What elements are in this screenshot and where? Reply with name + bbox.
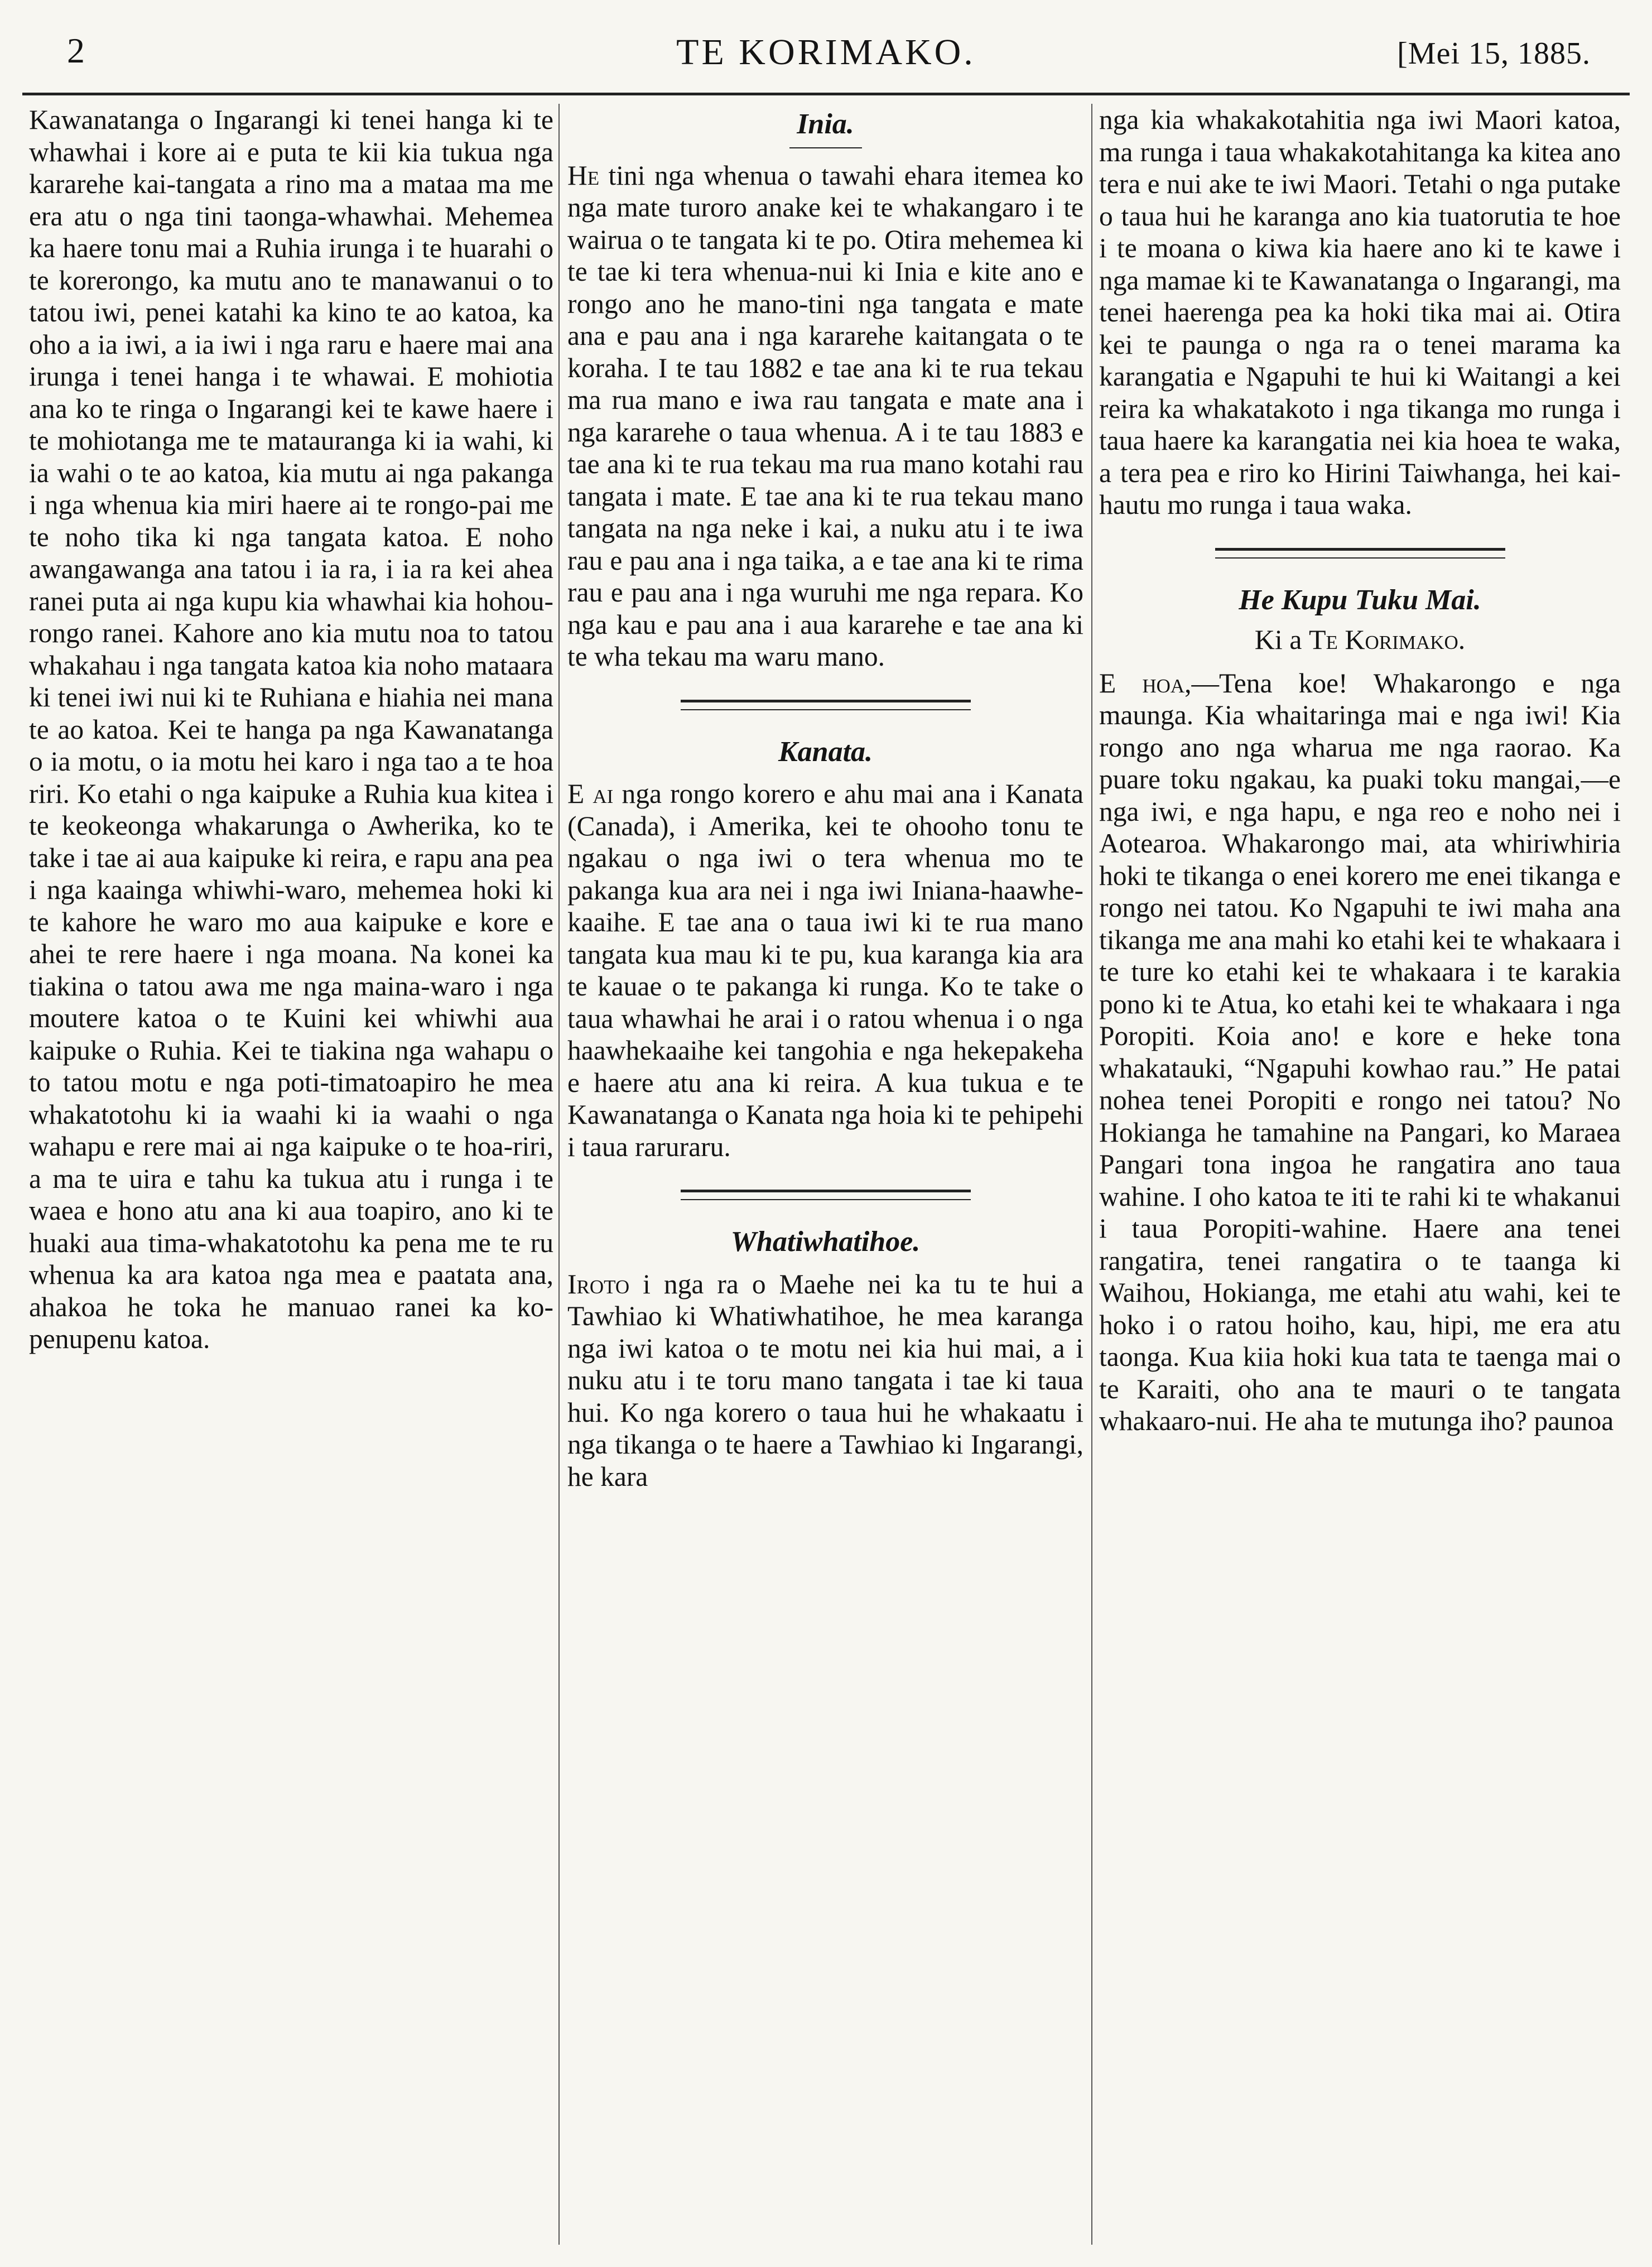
issue-date: [Mei 15, 1885. — [1397, 36, 1591, 71]
column-3 — [1099, 104, 1621, 2245]
masthead — [22, 22, 1630, 84]
letter-addressee — [1099, 624, 1621, 656]
article-heading-whatiwhatihoe: Whatiwhatihoe. — [730, 1226, 921, 1258]
article-inia — [567, 160, 1083, 673]
article-opening: Iroto — [567, 1268, 630, 1299]
article-body: i nga ra o Maehe nei ka tu te hui a Tawhiao ki Whatiwhatihoe, he mea karanga nga iwi katoa o te motu nei kia hui mai, a i nuku atu i te toru mano tangata i tae ki taua hui. Ko nga korero o taua hui he whakaatu i nga tikanga o te haere a Tawhiao ki Ingarangi, he kara — [567, 1268, 1083, 1492]
spacer — [567, 1258, 1083, 1268]
letter-text: —Tena koe! Whakarongo e nga maunga. Kia whaitaringa mai e nga iwi! Kia rongo ano nga wharua me nga raorao. Ka puare toku ngakau, ka puaki toku mangai,—e nga iwi, e nga hapu, e nga reo e noho nei i Aotearoa. Whakarongo mai, ata whiriwhiria hoki te tikanga o enei korero me enei tikanga e rongo nei tatou. Ko Ngapuhi te iwi maha ana tikanga me ana mahi ko etahi kei te whakaara i te ture ko etahi kei te whakaara i te karakia pono ki te Atua, ko etahi kei te whakaara i nga Poropiti. Koia ano! e kore e heke tona whakatauki, “Ngapuhi kowhao rau.” He patai nohea tenei Poropiti e rongo nei tatou? No Hokianga he tamahine na Pangari, ko Maraea Pangari tona ingoa he rangatira ano taua wahine. I oho katoa te iti te rahi ki te whakanui i taua Poropiti-wahine. Haere ana tenei rangatira, tenei rangatira o te taanga ki Waihou, Hokianga, me etahi atu wahi, kei te hoko i o ratou hoiho, kau, hipi, me era atu taonga. Kua kiia hoki kua tata te taenga mai o te Karaiti, oho ana te mauri o te tangata whakaaro-nui. He aha te mutunga iho? paunoa — [1099, 667, 1621, 1436]
addressee-name: Te Korimako. — [1308, 624, 1466, 655]
newspaper-title: TE KORIMAKO. — [676, 32, 976, 73]
column-2 — [567, 104, 1083, 2245]
heading-rule — [789, 147, 862, 148]
article-kanata — [567, 778, 1083, 1163]
letter-body — [1099, 667, 1621, 1437]
page-number: 2 — [67, 31, 85, 70]
article-body: nga rongo korero e ahu mai ana i Kanata (Canada), i Amerika, kei te ohooho tonu te ngakau o nga iwi o tera whenua mo te pakanga kua ara nei i nga iwi Iniana-haawhe-kaaihe. E tae ana o taua iwi ki te rua mano tangata kua mau ki te pu, kua karanga kia ara te kauae o te pakanga ki runga. Ko te take o taua whawhai he arai i o ratou whenua i o nga haawhekaaihe kei tangohia e nga hekepakeha e haere atu ana ki reira. A kua tukua e te Kawanatanga o Kanata nga hoia ki te pehipehi i taua raruraru. — [567, 778, 1083, 1162]
addressee-prefix: Ki a — [1254, 624, 1309, 655]
masthead-rule — [22, 93, 1630, 95]
column-rule — [558, 104, 560, 2245]
spacer — [567, 768, 1083, 778]
section-divider — [1215, 548, 1505, 559]
article-body: tini nga whenua o tawahi ehara itemea ko nga mate turoro anake kei te whakangaro i te wairua o te tangata ki te po. Otira mehemea ki te tae ki tera whenua-nui ki Inia e kite ano e rongo ano he mano-tini nga tangata e mate ana e pau ana i nga kararehe kaitangata o te koraha. I te tau 1882 e tae ana ki te rua tekau ma rua mano e iwa rau tangata e mate ana i nga kararehe o taua whenua. A i te tau 1883 e tae ana ki te rua tekau ma rua mano kotahi rau tangata i mate. E tae ana ki te rua tekau mano tangata na nga neke i kai, a nuku atu i te iwa rau e pau ana i nga taika, a e tae ana ki te rima rau e pau ana i nga wuruhi me nga repara. Ko nga kau e pau ana i aua kararehe e tae ana ki te wha tekau ma waru mano. — [567, 160, 1083, 672]
section-divider — [681, 700, 971, 710]
letter-salutation: E hoa, — [1099, 667, 1192, 699]
column-rule — [1091, 104, 1092, 2245]
column-1 — [29, 104, 553, 2245]
article-heading-kanata: Kanata. — [778, 735, 873, 768]
article-heading-inia: Inia. — [797, 108, 854, 140]
article-whatiwhatihoe — [567, 1268, 1083, 1493]
section-divider — [681, 1190, 971, 1200]
article-continuation: nga kia whakakotahitia nga iwi Maori katoa, ma runga i taua whakakotahitanga ka kitea ano tera e nui ake te iwi Maori. Tetahi o nga putake o taua hui he karanga ano kia tuatorutia te hoe i te moana o kiwa kia haere ano ki te kawe i nga mamae ki te Kawanatanga o Ingarangi, ma tenei haerenga pea ka hoki tika mai ai. Otira kei te paunga o nga ra o tenei marama ka karangatia e Ngapuhi te hui ki Waitangi a kei reira ka whakatakoto i nga tikanga mo runga i taua haere ka karangatia nei kia hoea te waka, a tera pea e riro ko Hirini Taiwhanga, hei kaihautu mo runga i taua waka. — [1099, 104, 1621, 520]
article-opening: He — [567, 160, 600, 191]
article-heading-kupu: He Kupu Tuku Mai. — [1239, 584, 1481, 616]
article-continuation: Kawanatanga o Ingarangi ki tenei hanga ki te whawhai i kore ai e puta te kii kia tukua nga kararehe kai-tangata a rino ma a mataa ma me era atu o nga tini taonga-whawhai. Mehemea ka haere tonu mai a Ruhia irunga i te huarahi o te korerongo, ka mutu ano te manawanui o to tatou iwi, penei katahi ka kino te ao katoa, ka oho a ia iwi, a ia iwi i nga raru e haere mai ana irunga i tenei hanga i te whawai. E mohiotia ana ko te ringa o Ingarangi kei te kawe haere i te mohiotanga me te matauranga ki ia wahi, ki ia wahi o te ao katoa, kia mutu ai nga pakanga i nga whenua kia miri haere ai te rongo-pai me te noho tika ki nga tangata katoa. E noho awangawanga ana tatou i ia ra, i ia ra kei ahea ranei puta ai nga kupu kia whawhai kia hohou-rongo ranei. Kahore ano kia mutu noa to tatou whakahau i nga tangata katoa kia noho mataara ki tenei iwi nui ki te Ruhiana e hiahia nei mana te ao katoa. Kei te hanga pa nga Kawanatanga o ia motu, o ia motu hei karo i nga tao a te hoa riri. Ko etahi o nga kaipuke a Ruhia kua kitea i te keokeonga whakarunga o Awherika, ko te take i tae ai aua kaipuke ki reira, e rapu ana pea i nga kaainga whiwhi-waro, mehemea hoki ki te kahore he waro mo aua kaipuke e kore e ahei te rere haere i nga moana. Na konei ka tiakina o tatou awa me nga maina-waro i nga moutere katoa o te Kuini kei whiwhi aua kaipuke o Ruhia. Kei te tiakina nga wahapu o to tatou motu e nga poti-timatoapiro he mea whakatotohu ki ia waahi ki ia waahi o nga wahapu e rere mai ai nga kaipuke o te hoa-riri, a ma te uira e tahu ka tukua atu i runga i te waea e hono atu ana ki aua toapiro, ano ki te huaki aua tima-whakatotohu ka pena me te ru whenua ka ara katoa nga mea e paatata ana, ahakoa he toka he manuao ranei ka kopenupenu katoa. — [29, 104, 553, 1354]
article-opening: E ai — [567, 778, 614, 809]
